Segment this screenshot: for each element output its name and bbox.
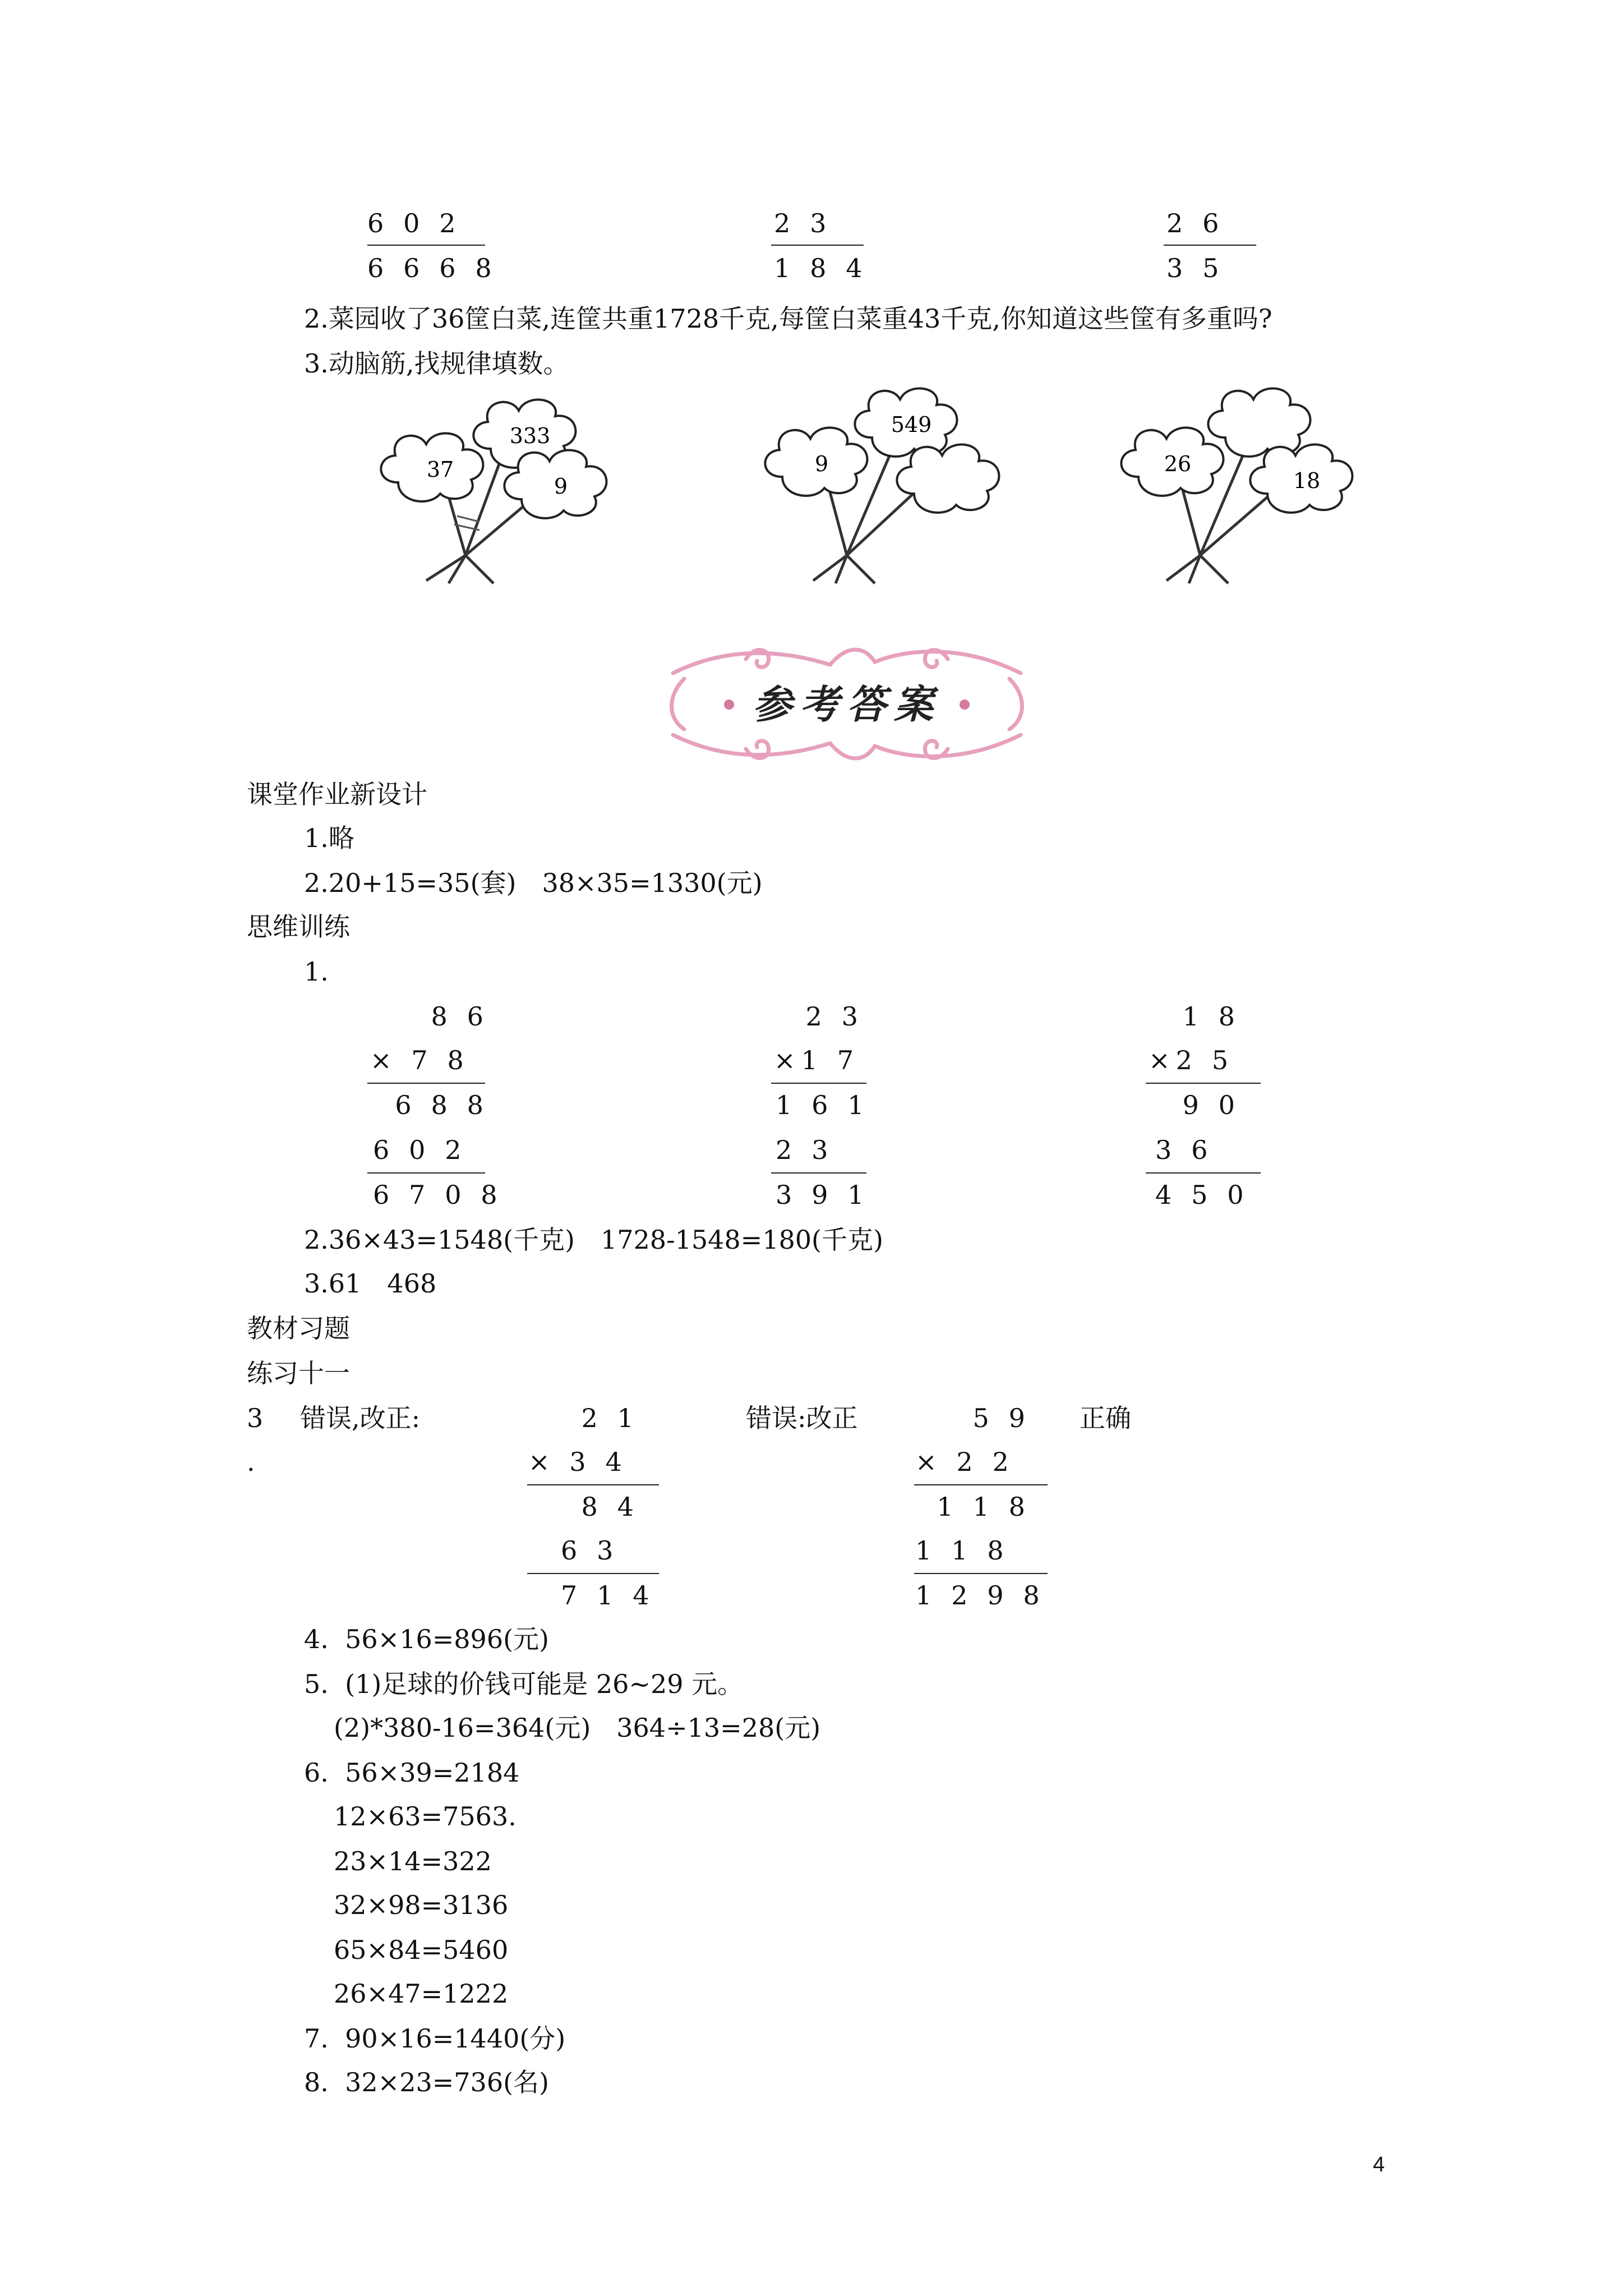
q3-label-2: 错误:改正 [746,1403,858,1433]
section-3-line-5: 5. (1)足球的价钱可能是 26~29 元。 [304,1669,744,1699]
section-3-line-4: 4. 56×16=896(元) [304,1624,549,1654]
flower-1-right-number: 9 [554,474,568,499]
top-calc-1-result: 6 6 6 8 [367,253,497,283]
calc-2-rule-1 [771,1083,866,1084]
section-3-line-5b: (2)*380-16=364(元) 364÷13=28(元) [334,1713,821,1743]
section-3-line-7: 7. 90×16=1440(分) [304,2023,566,2054]
fix-calc-2-partial-1: 1 1 8 [937,1492,1031,1522]
answer-banner-title: 参考答案 [753,681,941,728]
fix-calc-1-result: 7 1 4 [561,1580,655,1611]
section-2-line-1: 1. [304,956,329,987]
calc-3-rule-2 [1146,1172,1261,1174]
section-1-title: 课堂作业新设计 [247,779,427,809]
calc-1-rule-1 [367,1083,485,1084]
flower-2-top-number: 549 [891,412,932,437]
top-calc-2-rule [771,245,864,246]
calc-1-multiplicand: 8 6 [431,1001,489,1032]
fix-calc-1-partial-2: 6 3 [561,1535,619,1566]
calc-1-result: 6 7 0 8 [373,1180,503,1210]
section-3-line-6: 6. 56×39=2184 [304,1757,520,1788]
calc-2-partial-2: 2 3 [776,1135,834,1165]
bouquet-1 [381,399,606,583]
fix-calc-2-rule-2 [914,1573,1048,1574]
question-2: 2.菜园收了36筐白菜,连筐共重1728千克,每筐白菜重43千克,你知道这些筐有多重吗? [304,303,1272,334]
top-calc-3-result: 3 5 [1166,253,1225,283]
fix-calc-2-multiplicand: 5 9 [972,1403,1031,1433]
section-2-title: 思维训练 [247,912,350,942]
flower-1-left-number: 37 [426,457,454,482]
calc-1-partial-1: 6 8 8 [395,1090,489,1120]
calc-2-multiplicand: 2 3 [805,1001,864,1032]
flower-3-right-number: 18 [1293,468,1321,493]
line-6-item-5: 26×47=1222 [334,1978,509,2009]
calc-2-result: 3 9 1 [776,1180,870,1210]
section-2-line-3: 3.61 468 [304,1268,437,1299]
calc-3-rule-1 [1146,1083,1261,1084]
fix-calc-1-multiplicand: 2 1 [581,1403,639,1433]
top-calc-1-partial: 6 0 2 [367,208,462,238]
top-calc-2-result: 1 8 4 [774,253,868,283]
flower-3-left-number: 26 [1164,452,1192,476]
section-3-line-8: 8. 32×23=736(名) [304,2067,549,2097]
line-6-item-2: 23×14=322 [334,1846,492,1876]
calc-2-rule-2 [771,1172,866,1174]
q3-number: 3 [247,1403,264,1433]
calc-3-partial-2: 3 6 [1155,1135,1214,1165]
section-1-line-2: 2.20+15=35(套) 38×35=1330(元) [304,868,763,898]
line-6-item-1: 12×63=7563. [334,1801,517,1832]
bouquet-3 [1121,388,1352,583]
calc-1-multiplier: × 7 8 [370,1045,469,1075]
calc-3-multiplier: ×2 5 [1149,1045,1234,1075]
section-2-line-2: 2.36×43=1548(千克) 1728-1548=180(千克) [304,1225,883,1255]
section-3-title: 教材习题 [247,1313,350,1343]
fix-calc-2-result: 1 2 9 8 [915,1580,1045,1611]
top-calc-3-rule [1164,245,1256,246]
calc-3-partial-1: 9 0 [1182,1090,1241,1120]
q3-label-1: 错误,改正: [300,1403,421,1433]
page-number: 4 [1373,2153,1385,2177]
q3-dot: . [247,1447,255,1477]
section-1-line-1: 1.略 [304,823,354,853]
section-3-subtitle: 练习十一 [247,1358,350,1388]
line-6-item-3: 32×98=3136 [334,1890,509,1920]
q3-label-3: 正确 [1080,1403,1131,1433]
flower-2-left-number: 9 [814,452,829,476]
calc-2-partial-1: 1 6 1 [776,1090,870,1120]
fix-calc-2-rule-1 [914,1484,1048,1485]
calc-3-multiplicand: 1 8 [1182,1001,1241,1032]
flower-bouquets [0,387,1623,600]
calc-1-rule-2 [367,1172,485,1174]
calc-3-result: 4 5 0 [1155,1180,1249,1210]
flower-1-top-number: 333 [509,424,551,448]
fix-calc-2-multiplier: × 2 2 [915,1447,1015,1477]
fix-calc-1-rule-2 [527,1573,659,1574]
fix-calc-1-rule-1 [527,1484,659,1485]
fix-calc-1-multiplier: × 3 4 [528,1447,628,1477]
question-3: 3.动脑筋,找规律填数。 [304,348,569,379]
top-calc-3-partial: 2 6 [1166,208,1225,238]
top-calc-2-partial: 2 3 [774,208,832,238]
calc-2-multiplier: ×1 7 [774,1045,860,1075]
fix-calc-2-partial-2: 1 1 8 [915,1535,1009,1566]
top-calc-1-rule [367,245,485,246]
line-6-item-4: 65×84=5460 [334,1935,509,1965]
bouquet-2 [765,388,999,583]
fix-calc-1-partial-1: 8 4 [581,1492,639,1522]
calc-1-partial-2: 6 0 2 [373,1135,467,1165]
answer-banner [662,634,1032,774]
